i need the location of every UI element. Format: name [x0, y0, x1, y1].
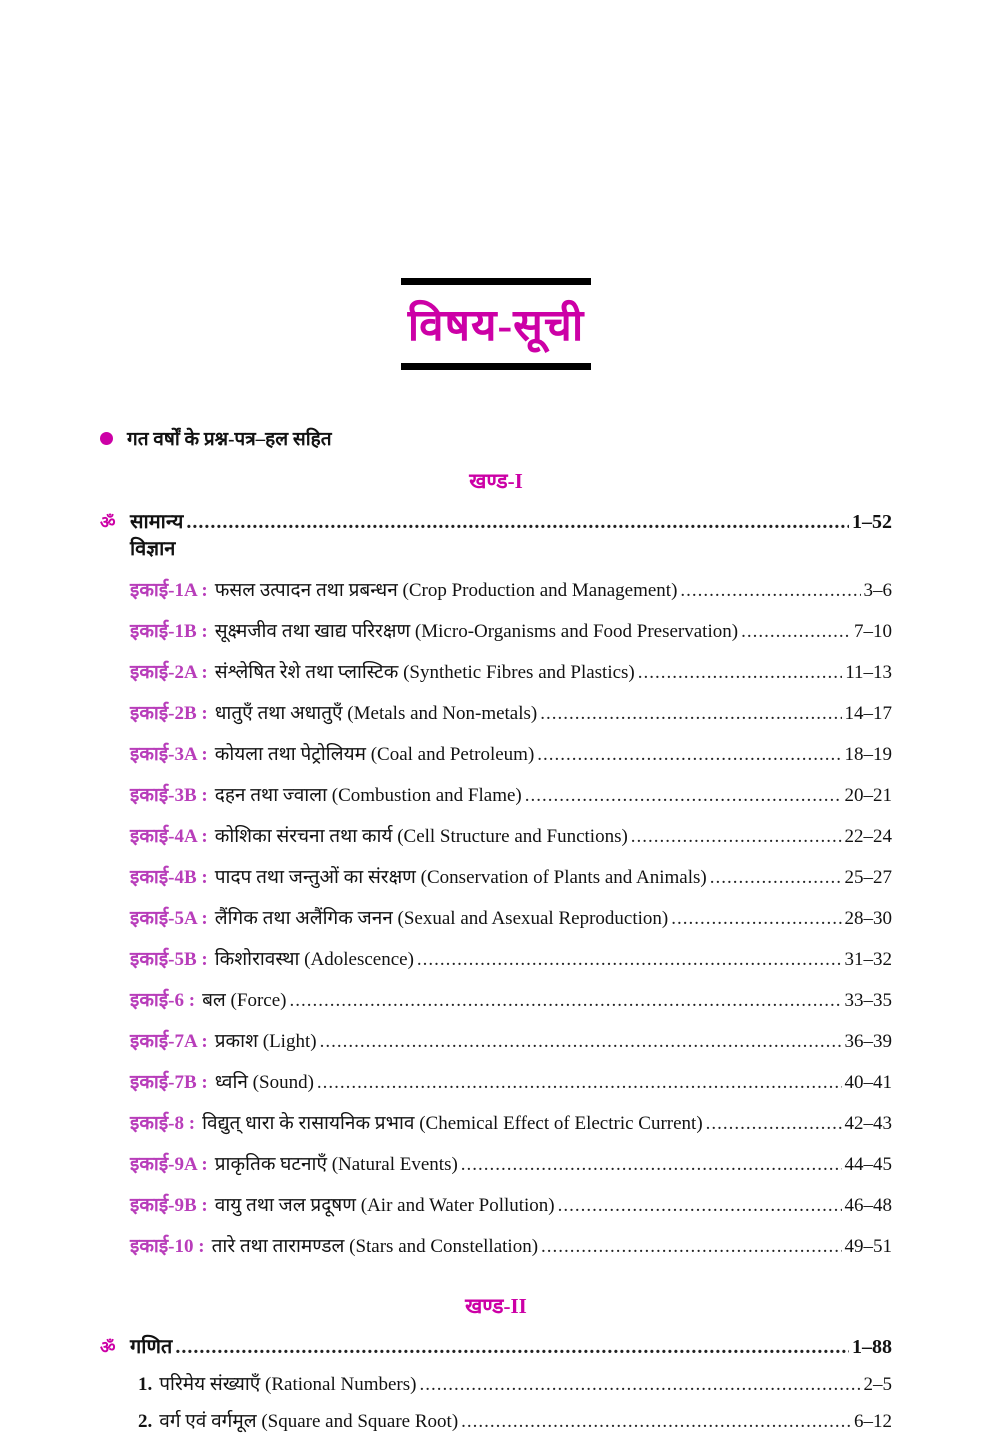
- toc-entry-pages: 20–21: [844, 785, 892, 806]
- toc-entry: [130, 1407, 892, 1433]
- dot-leader: [638, 662, 842, 684]
- dot-leader: [706, 1113, 842, 1135]
- toc-entry-pages: 33–35: [844, 990, 892, 1011]
- toc-entry: [130, 1191, 892, 1217]
- chapter-row: [100, 507, 892, 561]
- toc-entry-pages: 49–51: [844, 1236, 892, 1257]
- toc-entry-text: दहन तथा ज्वाला (Combustion and Flame): [214, 785, 522, 806]
- title-bottom-rule: [401, 363, 591, 370]
- toc-entry-text: प्रकाश (Light): [214, 1031, 317, 1052]
- dot-leader: [419, 1374, 860, 1396]
- toc-entry-text: कोशिका संरचना तथा कार्य (Cell Structure and Functions): [214, 826, 628, 847]
- dot-leader: [680, 580, 860, 602]
- section-heading: खण्ड-II: [465, 1294, 527, 1318]
- toc-entry-pages: 14–17: [844, 703, 892, 724]
- previous-years-note: [100, 425, 892, 451]
- toc-entry-pages: 3–6: [863, 580, 892, 601]
- toc-entry: [130, 822, 892, 848]
- toc-entry: [130, 617, 892, 643]
- dot-leader: [461, 1154, 842, 1176]
- toc-entry: [130, 904, 892, 930]
- toc-entry-text: बल (Force): [202, 990, 287, 1011]
- chapter-pages: 1–88: [852, 1336, 892, 1358]
- title-block: [401, 0, 591, 370]
- dot-leader: [461, 1411, 851, 1433]
- toc-entry: [130, 699, 892, 725]
- toc-entry-text: लैंगिक तथा अलैंगिक जनन (Sexual and Asexual Reproduction): [214, 908, 669, 929]
- entry-list: [100, 1370, 892, 1433]
- toc-entry-pages: 44–45: [844, 1154, 892, 1175]
- toc-entry-label: इकाई-5B :: [130, 949, 208, 970]
- toc-section: [100, 467, 892, 1258]
- section-heading: खण्ड-I: [469, 469, 523, 493]
- toc-entry-text: सूक्ष्मजीव तथा खाद्य परिरक्षण (Micro-Organisms and Food Preservation): [214, 621, 739, 642]
- toc-entry-label: इकाई-2A :: [130, 662, 208, 683]
- dot-leader: [525, 785, 842, 807]
- toc-entry: [130, 658, 892, 684]
- toc-entry: [130, 781, 892, 807]
- toc-section: [100, 1292, 892, 1433]
- toc-entry-label: 1.: [138, 1374, 153, 1395]
- toc-entry-label: इकाई-2B :: [130, 703, 208, 724]
- toc-entry-label: इकाई-4B :: [130, 867, 208, 888]
- dot-leader: [417, 949, 842, 971]
- toc-entry-label: इकाई-7A :: [130, 1031, 208, 1052]
- toc-entry-label: इकाई-3B :: [130, 785, 208, 806]
- toc-entry-pages: 46–48: [844, 1195, 892, 1216]
- dot-leader: [175, 1336, 849, 1359]
- chapter-title: गणित: [130, 1336, 173, 1358]
- toc-entry-label: इकाई-10 :: [130, 1236, 205, 1257]
- toc-entry-label: इकाई-4A :: [130, 826, 208, 847]
- dot-leader: [317, 1072, 842, 1094]
- toc-entry: [130, 576, 892, 602]
- toc-entry-pages: 6–12: [854, 1411, 892, 1432]
- entry-list: [100, 576, 892, 1258]
- toc-entry-pages: 36–39: [844, 1031, 892, 1052]
- toc-entry-text: तारे तथा तारामण्डल (Stars and Constellation): [211, 1236, 539, 1257]
- dot-leader: [558, 1195, 842, 1217]
- toc-entry: [130, 1068, 892, 1094]
- toc-entry-pages: 40–41: [844, 1072, 892, 1093]
- om-icon: ॐ: [100, 513, 116, 532]
- dot-leader: [320, 1031, 842, 1053]
- toc-entry-pages: 28–30: [844, 908, 892, 929]
- toc-entry-label: इकाई-1A :: [130, 580, 208, 601]
- toc-entry-text: संश्लेषित रेशे तथा प्लास्टिक (Synthetic Fibres and Plastics): [214, 662, 635, 683]
- toc-entry-text: वर्ग एवं वर्गमूल (Square and Square Root): [159, 1411, 459, 1432]
- toc-entry-text: परिमेय संख्याएँ (Rational Numbers): [159, 1374, 417, 1395]
- toc-entry: [130, 863, 892, 889]
- toc-entry-label: इकाई-9B :: [130, 1195, 208, 1216]
- toc-entry-label: इकाई-5A :: [130, 908, 208, 929]
- dot-leader: [710, 867, 842, 889]
- toc-entry-text: फसल उत्पादन तथा प्रबन्धन (Crop Production and Management): [214, 580, 678, 601]
- toc-entry: [130, 1027, 892, 1053]
- toc-entry-text: विद्युत् धारा के रासायनिक प्रभाव (Chemical Effect of Electric Current): [202, 1113, 703, 1134]
- toc-entry: [130, 1370, 892, 1396]
- toc-entry-text: पादप तथा जन्तुओं का संरक्षण (Conservation of Plants and Animals): [214, 867, 707, 888]
- toc-entry-pages: 42–43: [844, 1113, 892, 1134]
- bullet-dot-icon: [100, 432, 113, 445]
- chapter-pages: 1–52: [852, 511, 892, 533]
- toc-entry-text: प्राकृतिक घटनाएँ (Natural Events): [214, 1154, 458, 1175]
- toc-entry: [130, 945, 892, 971]
- toc-entry-pages: 18–19: [844, 744, 892, 765]
- dot-leader: [741, 621, 851, 643]
- title-top-rule: [401, 278, 591, 285]
- toc-entry-text: किशोरावस्था (Adolescence): [214, 949, 414, 970]
- toc-entry: [130, 986, 892, 1012]
- dot-leader: [631, 826, 842, 848]
- chapter-row: [100, 1332, 892, 1359]
- dot-leader: [537, 744, 841, 766]
- toc-entry-label: 2.: [138, 1411, 153, 1432]
- dot-leader: [540, 703, 841, 725]
- toc-entry-label: इकाई-7B :: [130, 1072, 208, 1093]
- chapter-title: सामान्य विज्ञान: [130, 511, 184, 560]
- toc-entry-label: इकाई-6 :: [130, 990, 196, 1011]
- sections: [100, 467, 892, 1433]
- toc-entry: [130, 1232, 892, 1258]
- toc-entry-pages: 2–5: [863, 1374, 892, 1395]
- toc-entry-text: वायु तथा जल प्रदूषण (Air and Water Pollution): [214, 1195, 555, 1216]
- toc-entry-pages: 7–10: [854, 621, 892, 642]
- toc-entry-text: कोयला तथा पेट्रोलियम (Coal and Petroleum): [214, 744, 535, 765]
- toc-entry-pages: 11–13: [845, 662, 892, 683]
- toc-entry-label: इकाई-8 :: [130, 1113, 196, 1134]
- page-title: विषय-सूची: [407, 301, 585, 350]
- om-icon: ॐ: [100, 1338, 116, 1357]
- toc-entry: [130, 740, 892, 766]
- toc-entry-label: इकाई-9A :: [130, 1154, 208, 1175]
- toc-entry-label: इकाई-3A :: [130, 744, 208, 765]
- toc-entry-pages: 25–27: [844, 867, 892, 888]
- toc-entry-pages: 22–24: [844, 826, 892, 847]
- toc-entry-label: इकाई-1B :: [130, 621, 208, 642]
- toc-entry: [130, 1150, 892, 1176]
- toc-entry-text: ध्वनि (Sound): [214, 1072, 314, 1093]
- toc-entry-text: धातुएँ तथा अधातुएँ (Metals and Non-metals): [214, 703, 538, 724]
- toc-entry: [130, 1109, 892, 1135]
- toc-entry-pages: 31–32: [844, 949, 892, 970]
- dot-leader: [541, 1236, 841, 1258]
- dot-leader: [671, 908, 841, 930]
- dot-leader: [186, 511, 849, 534]
- bullet-note-text: गत वर्षों के प्रश्न-पत्र–हल सहित: [127, 429, 332, 450]
- dot-leader: [289, 990, 841, 1012]
